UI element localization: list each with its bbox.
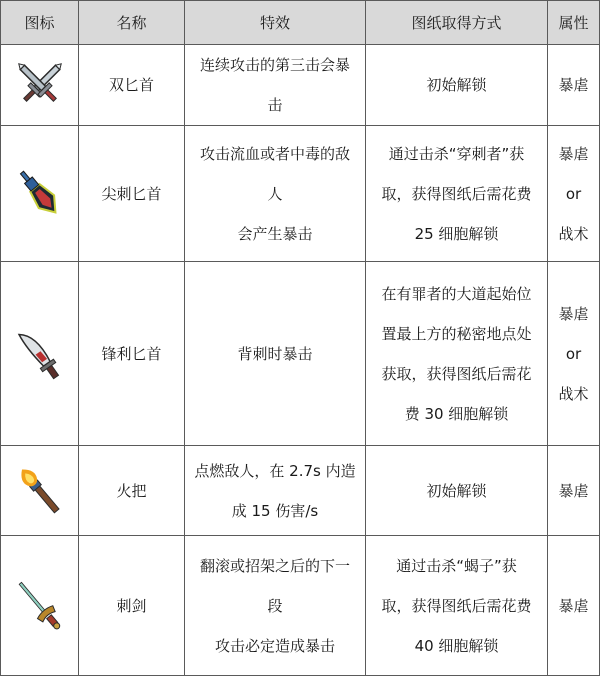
attribute-line: 暴虐 — [558, 481, 589, 500]
header-name: 名称 — [79, 1, 185, 45]
weapon-name: 尖刺匕首 — [79, 126, 185, 262]
weapon-name: 锋利匕首 — [79, 262, 185, 446]
table-row — [1, 446, 600, 536]
effect-line: 点燃敌人，在 2.7s 内造 — [194, 461, 356, 480]
weapon-effect — [185, 126, 366, 262]
unlock-method — [366, 126, 548, 262]
table-row — [1, 262, 600, 446]
attribute-line: 暴虐 — [558, 304, 589, 323]
method-line: 费 30 细胞解锁 — [404, 404, 509, 423]
effect-line: 成 15 伤害/s — [231, 501, 319, 520]
unlock-method — [366, 446, 548, 536]
header-method: 图纸取得方式 — [366, 1, 548, 45]
weapon-effect — [185, 536, 366, 676]
attribute-line: or — [565, 344, 582, 363]
method-line: 40 细胞解锁 — [414, 636, 499, 655]
attribute-line: 暴虐 — [558, 144, 589, 163]
header-icon: 图标 — [1, 1, 79, 45]
method-line: 初始解锁 — [426, 76, 487, 94]
effect-line: 攻击流血或者中毒的敌人 — [199, 144, 350, 203]
method-line: 置最上方的秘密地点处 — [381, 324, 532, 343]
effect-line: 翻滚或招架之后的下一段 — [199, 556, 350, 615]
sharp-blade-icon — [12, 322, 68, 386]
header-effect: 特效 — [185, 1, 366, 45]
effect-line: 攻击必定造成暴击 — [214, 636, 335, 655]
weapon-effect — [185, 45, 366, 126]
method-line: 获取，获得图纸后需花 — [381, 364, 532, 383]
weapon-attribute — [548, 446, 600, 536]
method-line: 初始解锁 — [426, 481, 487, 500]
header-attribute: 属性 — [548, 1, 600, 45]
method-line: 取，获得图纸后需花费 — [381, 596, 532, 615]
method-line: 在有罪者的大道起始位 — [381, 284, 532, 303]
attribute-line: 暴虐 — [558, 76, 589, 94]
icon-cell — [1, 262, 79, 446]
weapon-name: 刺剑 — [79, 536, 185, 676]
torch-icon — [12, 461, 68, 521]
attribute-line: 战术 — [558, 224, 589, 243]
method-line: 25 细胞解锁 — [414, 224, 499, 243]
unlock-method — [366, 262, 548, 446]
attribute-line: 暴虐 — [558, 596, 589, 615]
table-row — [1, 536, 600, 676]
effect-line: 连续攻击的第三击会暴击 — [199, 56, 350, 114]
weapon-name: 火把 — [79, 446, 185, 536]
weapon-attribute — [548, 45, 600, 126]
weapon-effect — [185, 446, 366, 536]
weapon-attribute — [548, 126, 600, 262]
effect-line: 背刺时暴击 — [237, 344, 313, 363]
rapier-icon — [10, 574, 70, 638]
twin-daggers-icon — [13, 58, 67, 112]
icon-cell — [1, 536, 79, 676]
icon-cell — [1, 126, 79, 262]
spiked-dagger-icon — [12, 164, 68, 224]
icon-cell — [1, 446, 79, 536]
weapon-attribute — [548, 536, 600, 676]
icon-cell — [1, 45, 79, 126]
table-row — [1, 126, 600, 262]
weapon-effect — [185, 262, 366, 446]
effect-line: 会产生暴击 — [237, 224, 313, 243]
attribute-line: or — [565, 184, 582, 203]
method-line: 取，获得图纸后需花费 — [381, 184, 532, 203]
unlock-method — [366, 45, 548, 126]
unlock-method — [366, 536, 548, 676]
table-row — [1, 45, 600, 126]
attribute-line: 战术 — [558, 384, 589, 403]
weapon-attribute — [548, 262, 600, 446]
weapon-name: 双匕首 — [79, 45, 185, 126]
method-line: 通过击杀“穿刺者”获 — [388, 144, 525, 163]
header-row — [1, 1, 600, 45]
method-line: 通过击杀“蝎子”获 — [396, 556, 517, 575]
